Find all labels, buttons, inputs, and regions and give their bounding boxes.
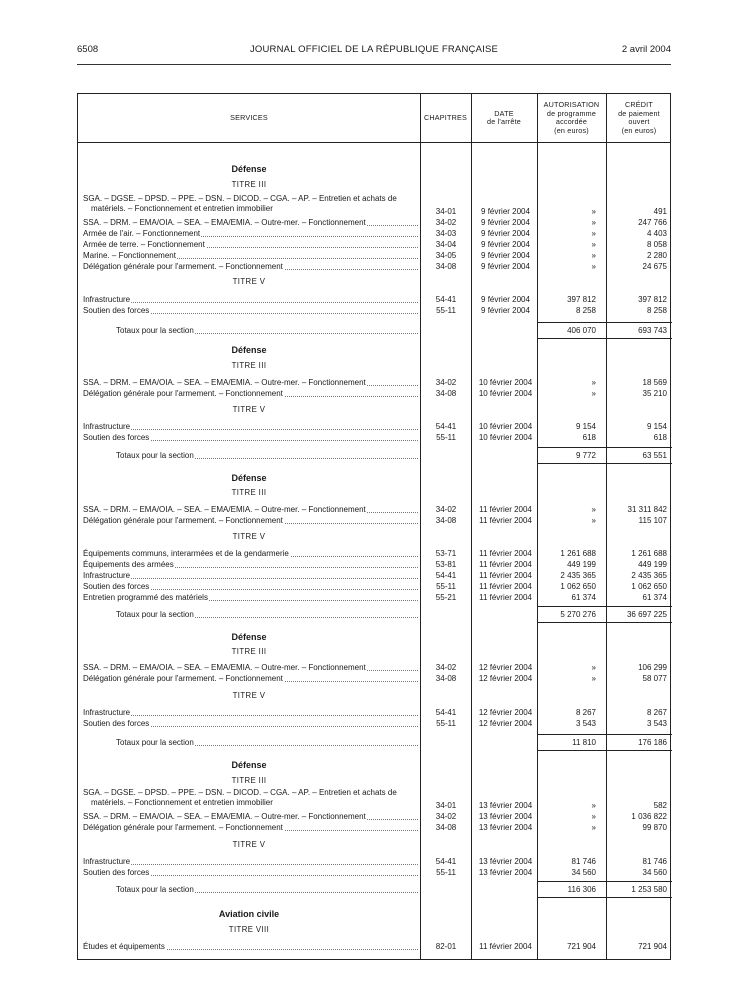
service-cell	[83, 718, 418, 729]
total-rule	[537, 897, 672, 898]
autorisation-cell: 61 374	[571, 593, 596, 602]
titre-heading: TITRE VIII	[228, 925, 270, 934]
total-autorisation: 5 270 276	[560, 610, 596, 619]
service-cell	[83, 228, 418, 239]
credit-cell: 2 280	[646, 251, 667, 260]
table-row	[78, 800, 672, 811]
date-cell: 11 février 2004	[479, 549, 532, 558]
total-credit: 63 551	[642, 451, 667, 460]
page-number: 6508	[77, 44, 99, 55]
autorisation-cell: »	[591, 218, 596, 227]
total-label: Totaux pour la section	[116, 326, 194, 335]
date-cell: 11 février 2004	[479, 516, 532, 525]
total-rule	[537, 338, 672, 339]
credit-cell: 58 077	[642, 674, 667, 683]
table-row	[78, 305, 672, 316]
credit-cell: 9 154	[646, 422, 667, 431]
date-cell: 13 février 2004	[478, 868, 533, 877]
table-row	[78, 421, 672, 432]
service-label: Infrastructure	[83, 571, 131, 580]
date-cell: 9 février 2004	[481, 229, 530, 238]
autorisation-cell: 1 062 650	[560, 582, 596, 591]
service-label: Entretien programmé des matériels	[83, 593, 208, 602]
service-label: SSA. – DRM. – EMA/OIA. – SEA. – EMA/EMIA. – Outre-mer. – Fonctionnement	[83, 663, 366, 672]
service-cell	[83, 421, 418, 432]
credit-cell: 8 267	[646, 708, 667, 717]
credit-cell: 35 210	[642, 389, 667, 398]
autorisation-cell: 81 746	[571, 857, 596, 866]
titre-heading: TITRE III	[231, 776, 267, 785]
chapter-cell: 34-02	[435, 505, 457, 514]
col-credit-sublabel: ouvert	[628, 117, 650, 126]
chapter-cell: 34-02	[435, 812, 457, 821]
service-cell	[83, 662, 418, 673]
total-row	[78, 609, 672, 620]
service-cell	[83, 856, 418, 867]
total-row	[78, 450, 672, 461]
autorisation-cell: »	[591, 207, 596, 216]
total-label-cell	[116, 325, 418, 336]
chapter-cell: 55-11	[436, 582, 456, 591]
chapter-cell: 54-41	[435, 708, 457, 717]
table-row	[78, 707, 672, 718]
date-cell: 12 février 2004	[478, 674, 533, 683]
service-label: Infrastructure	[83, 708, 131, 717]
issue-date: 2 avril 2004	[621, 44, 671, 55]
autorisation-cell: »	[591, 262, 596, 271]
credit-cell: 99 870	[642, 823, 667, 832]
service-label: Équipements communs, interarmées et de la gendarmerie	[83, 549, 289, 558]
col-header-services	[78, 94, 420, 142]
service-label: Armée de terre. – Fonctionnement	[83, 240, 205, 249]
table-row	[78, 515, 672, 526]
total-rule	[537, 750, 672, 751]
service-cell	[83, 581, 418, 592]
table-row	[78, 206, 672, 217]
page-header	[77, 44, 671, 58]
service-label: Équipements des armées	[83, 560, 174, 569]
col-services-label: SERVICES	[230, 112, 268, 122]
table-row	[78, 504, 672, 515]
date-cell: 13 février 2004	[478, 823, 533, 832]
col-date-label: DATE	[494, 108, 514, 118]
total-label-cell	[116, 737, 418, 748]
col-auth-sublabel: accordée	[555, 117, 588, 126]
section-title: Défense	[231, 473, 267, 483]
chapter-cell: 53-81	[435, 560, 457, 569]
date-cell: 11 février 2004	[479, 582, 532, 591]
service-cell	[83, 592, 418, 603]
service-cell	[83, 707, 418, 718]
autorisation-cell: »	[591, 378, 596, 387]
total-rule	[537, 322, 672, 323]
credit-cell: 618	[653, 433, 667, 442]
chapter-cell: 34-08	[435, 516, 457, 525]
service-line-1: SGA. – DGSE. – DPSD. – PPE. – DSN. – DICOD. – CGA. – AP. – Entretien et achats de	[83, 788, 397, 797]
header-rule	[77, 64, 671, 65]
autorisation-cell: »	[591, 505, 596, 514]
service-label: Infrastructure	[83, 422, 131, 431]
credit-cell: 24 675	[642, 262, 667, 271]
service-label: Délégation générale pour l'armement. – Fonctionnement	[83, 674, 283, 683]
chapter-cell: 34-03	[435, 229, 457, 238]
col-auth-sublabel: de programme	[546, 108, 597, 118]
titre-heading: TITRE V	[232, 691, 266, 700]
chapter-cell: 54-41	[435, 857, 457, 866]
table-row	[78, 377, 672, 388]
service-label: Infrastructure	[83, 295, 131, 304]
total-label-cell	[116, 884, 418, 895]
table-row	[78, 941, 672, 952]
chapter-cell: 34-01	[435, 207, 457, 216]
autorisation-cell: 618	[582, 433, 596, 442]
date-cell: 9 février 2004	[481, 218, 530, 227]
autorisation-cell: 34 560	[571, 868, 596, 877]
service-label: Soutien des forces	[83, 719, 150, 728]
total-row	[78, 884, 672, 895]
col-auth-label: AUTORISATION	[543, 100, 600, 109]
col-credit-label: CRÉDIT	[625, 100, 653, 109]
chapter-cell: 55-21	[435, 593, 457, 602]
journal-title: JOURNAL OFFICIEL DE LA RÉPUBLIQUE FRANÇAISE	[249, 44, 499, 55]
total-label: Totaux pour la section	[116, 738, 194, 747]
chapter-cell: 55-11	[436, 306, 456, 315]
date-cell: 11 février 2004	[479, 571, 532, 580]
service-cell	[83, 432, 418, 443]
credit-cell: 3 543	[646, 719, 667, 728]
service-label: Soutien des forces	[83, 582, 150, 591]
titre-heading: TITRE III	[231, 647, 267, 656]
credit-cell: 449 199	[638, 560, 667, 569]
total-rule	[537, 881, 672, 882]
credit-cell: 31 311 842	[627, 505, 667, 514]
date-cell: 13 février 2004	[478, 812, 533, 821]
service-cell	[83, 515, 418, 526]
date-cell: 13 février 2004	[478, 857, 533, 866]
table-row	[78, 250, 672, 261]
table-row	[78, 239, 672, 250]
date-cell: 11 février 2004	[479, 593, 532, 602]
table-row	[78, 822, 672, 833]
credit-cell: 18 569	[642, 378, 667, 387]
total-label-cell	[116, 450, 418, 461]
service-label: Délégation générale pour l'armement. – Fonctionnement	[83, 516, 283, 525]
service-cell	[83, 239, 418, 250]
col-header-chapitres	[420, 94, 471, 142]
col-credit-sublabel: de paiement	[618, 108, 660, 118]
col-header-date	[471, 94, 537, 142]
credit-cell: 397 812	[638, 295, 667, 304]
table-row	[78, 261, 672, 272]
autorisation-cell: 2 435 365	[560, 571, 596, 580]
service-line-2: matériels. – Fonctionnement et entretien immobilier	[91, 204, 273, 213]
credit-cell: 247 766	[638, 218, 667, 227]
chapter-cell: 34-08	[435, 823, 457, 832]
chapter-cell: 34-01	[435, 801, 457, 810]
service-label: Soutien des forces	[83, 306, 150, 315]
date-cell: 10 février 2004	[478, 378, 533, 387]
titre-heading: TITRE V	[232, 840, 266, 849]
chapter-cell: 53-71	[435, 549, 457, 558]
total-row	[78, 325, 672, 336]
chapter-cell: 34-02	[435, 378, 457, 387]
credit-cell: 81 746	[642, 857, 667, 866]
chapter-cell: 82-01	[435, 942, 457, 951]
section-title: Défense	[231, 345, 267, 355]
autorisation-cell: »	[591, 251, 596, 260]
service-cell	[83, 673, 418, 684]
col-chapitres-label: CHAPITRES	[424, 112, 467, 122]
chapter-cell: 34-02	[435, 218, 457, 227]
col-auth-unit: (en euros)	[554, 125, 589, 135]
table-row	[78, 811, 672, 822]
date-cell: 9 février 2004	[481, 207, 530, 216]
total-label-cell	[116, 609, 418, 620]
total-row	[78, 737, 672, 748]
service-line-1: SGA. – DGSE. – DPSD. – PPE. – DSN. – DICOD. – CGA. – AP. – Entretien et achats de	[83, 194, 397, 203]
autorisation-cell: »	[591, 663, 596, 672]
table-row	[78, 856, 672, 867]
credit-cell: 34 560	[642, 868, 667, 877]
total-rule	[537, 734, 672, 735]
credit-cell: 1 062 650	[631, 582, 667, 591]
credit-cell: 1 261 688	[631, 549, 667, 558]
date-cell: 10 février 2004	[478, 433, 533, 442]
autorisation-cell: 721 904	[567, 942, 596, 951]
date-cell: 12 février 2004	[478, 708, 533, 717]
credit-cell: 491	[653, 207, 667, 216]
service-cell	[83, 206, 418, 217]
section-title: Aviation civile	[218, 909, 280, 919]
service-label: SSA. – DRM. – EMA/OIA. – SEA. – EMA/EMIA. – Outre-mer. – Fonctionnement	[83, 378, 366, 387]
credit-cell: 1 036 822	[631, 812, 667, 821]
table-row	[78, 673, 672, 684]
service-cell	[83, 388, 418, 399]
service-cell	[83, 377, 418, 388]
service-cell	[83, 811, 418, 822]
service-label: Marine. – Fonctionnement	[83, 251, 176, 260]
autorisation-cell: »	[591, 229, 596, 238]
credit-cell: 8 258	[646, 306, 667, 315]
table-row	[78, 294, 672, 305]
chapter-cell: 34-04	[435, 240, 457, 249]
chapter-cell: 55-11	[436, 433, 456, 442]
credits-table	[77, 93, 671, 960]
table-row	[78, 548, 672, 559]
section-title: Défense	[231, 760, 267, 770]
date-cell: 11 février 2004	[479, 560, 532, 569]
titre-heading: TITRE III	[231, 488, 267, 497]
titre-heading: TITRE III	[231, 361, 267, 370]
table-row	[78, 592, 672, 603]
total-rule	[537, 622, 672, 623]
credit-cell: 4 403	[646, 229, 667, 238]
service-label: SSA. – DRM. – EMA/OIA. – SEA. – EMA/EMIA. – Outre-mer. – Fonctionnement	[83, 505, 366, 514]
titre-heading: TITRE III	[231, 180, 267, 189]
table-row	[78, 662, 672, 673]
chapter-cell: 54-41	[435, 422, 457, 431]
table-row	[78, 570, 672, 581]
autorisation-cell: 8 258	[575, 306, 596, 315]
total-rule	[537, 447, 672, 448]
service-cell	[83, 941, 418, 952]
table-row	[78, 718, 672, 729]
table-row	[78, 228, 672, 239]
service-cell	[83, 548, 418, 559]
autorisation-cell: »	[591, 801, 596, 810]
autorisation-cell: 1 261 688	[560, 549, 596, 558]
service-cell	[83, 261, 418, 272]
date-cell: 11 février 2004	[479, 505, 532, 514]
service-label: Délégation générale pour l'armement. – Fonctionnement	[83, 262, 283, 271]
service-label: Infrastructure	[83, 857, 131, 866]
service-cell	[83, 559, 418, 570]
service-line-2: matériels. – Fonctionnement et entretien immobilier	[91, 798, 273, 807]
service-label: Études et équipements	[83, 942, 165, 951]
total-label: Totaux pour la section	[116, 885, 194, 894]
chapter-cell: 55-11	[436, 719, 456, 728]
date-cell: 9 février 2004	[481, 240, 530, 249]
chapter-cell: 34-02	[435, 663, 457, 672]
autorisation-cell: »	[591, 389, 596, 398]
date-cell: 9 février 2004	[481, 262, 530, 271]
table-row	[78, 388, 672, 399]
section-title: Défense	[231, 632, 267, 642]
col-credit-unit: (en euros)	[621, 125, 657, 135]
service-cell	[83, 217, 418, 228]
autorisation-cell: 9 154	[575, 422, 596, 431]
service-cell	[83, 305, 418, 316]
date-cell: 12 février 2004	[478, 719, 533, 728]
service-label	[83, 207, 84, 216]
table-row	[78, 432, 672, 443]
credit-cell: 115 107	[638, 516, 667, 525]
autorisation-cell: »	[591, 240, 596, 249]
autorisation-cell: »	[591, 516, 596, 525]
service-label: SSA. – DRM. – EMA/OIA. – SEA. – EMA/EMIA. – Outre-mer. – Fonctionnement	[83, 218, 366, 227]
total-credit: 176 186	[638, 738, 667, 747]
date-cell: 11 février 2004	[479, 942, 532, 951]
section-title: Défense	[231, 164, 267, 174]
autorisation-cell: 397 812	[567, 295, 596, 304]
autorisation-cell: 3 543	[575, 719, 596, 728]
header-rule-bottom	[78, 142, 670, 143]
service-label: Délégation générale pour l'armement. – Fonctionnement	[83, 823, 283, 832]
service-cell	[83, 800, 418, 811]
chapter-cell: 54-41	[435, 571, 457, 580]
total-credit: 693 743	[638, 326, 667, 335]
service-label: Armée de l'air. – Fonctionnement	[83, 229, 201, 238]
date-cell: 10 février 2004	[478, 389, 533, 398]
autorisation-cell: »	[591, 674, 596, 683]
credit-cell: 61 374	[642, 593, 667, 602]
service-label: SSA. – DRM. – EMA/OIA. – SEA. – EMA/EMIA. – Outre-mer. – Fonctionnement	[83, 812, 366, 821]
service-cell	[83, 570, 418, 581]
total-rule	[537, 463, 672, 464]
col-date-sublabel: de l'arrête	[487, 117, 521, 126]
total-autorisation: 11 810	[572, 738, 596, 747]
date-cell: 9 février 2004	[481, 251, 530, 260]
table-row	[78, 581, 672, 592]
date-cell: 10 février 2004	[478, 422, 533, 431]
titre-heading: TITRE V	[232, 405, 266, 414]
service-label: Délégation générale pour l'armement. – Fonctionnement	[83, 389, 283, 398]
autorisation-cell: »	[591, 812, 596, 821]
total-autorisation: 116 306	[567, 885, 596, 894]
chapter-cell: 55-11	[436, 868, 456, 877]
total-autorisation: 9 772	[575, 451, 596, 460]
chapter-cell: 34-08	[435, 389, 457, 398]
total-label: Totaux pour la section	[116, 451, 194, 460]
credit-cell: 8 058	[646, 240, 667, 249]
total-credit: 36 697 225	[626, 610, 667, 619]
date-cell: 9 février 2004	[481, 306, 530, 315]
table-row	[78, 559, 672, 570]
chapter-cell: 34-08	[435, 674, 457, 683]
chapter-cell: 34-05	[435, 251, 457, 260]
service-label: Soutien des forces	[83, 433, 150, 442]
service-cell	[83, 294, 418, 305]
chapter-cell: 34-08	[435, 262, 457, 271]
autorisation-cell: 8 267	[575, 708, 596, 717]
total-autorisation: 406 070	[567, 326, 596, 335]
credit-cell: 2 435 365	[631, 571, 667, 580]
chapter-cell: 54-41	[435, 295, 457, 304]
credit-cell: 721 904	[638, 942, 667, 951]
date-cell: 13 février 2004	[478, 801, 533, 810]
service-cell	[83, 504, 418, 515]
date-cell: 9 février 2004	[481, 295, 530, 304]
col-header-credit	[606, 94, 672, 142]
service-label: Soutien des forces	[83, 868, 150, 877]
service-cell	[83, 867, 418, 878]
total-rule	[537, 606, 672, 607]
titre-heading: TITRE V	[232, 277, 266, 286]
credit-cell: 106 299	[638, 663, 667, 672]
table-row	[78, 867, 672, 878]
service-cell	[83, 250, 418, 261]
titre-heading: TITRE V	[232, 532, 266, 541]
service-cell	[83, 822, 418, 833]
date-cell: 12 février 2004	[478, 663, 533, 672]
credit-cell: 582	[653, 801, 667, 810]
total-credit: 1 253 580	[631, 885, 667, 894]
col-header-autorisation	[537, 94, 606, 142]
service-label	[83, 801, 84, 810]
table-row	[78, 217, 672, 228]
total-label: Totaux pour la section	[116, 610, 194, 619]
autorisation-cell: 449 199	[567, 560, 596, 569]
autorisation-cell: »	[591, 823, 596, 832]
